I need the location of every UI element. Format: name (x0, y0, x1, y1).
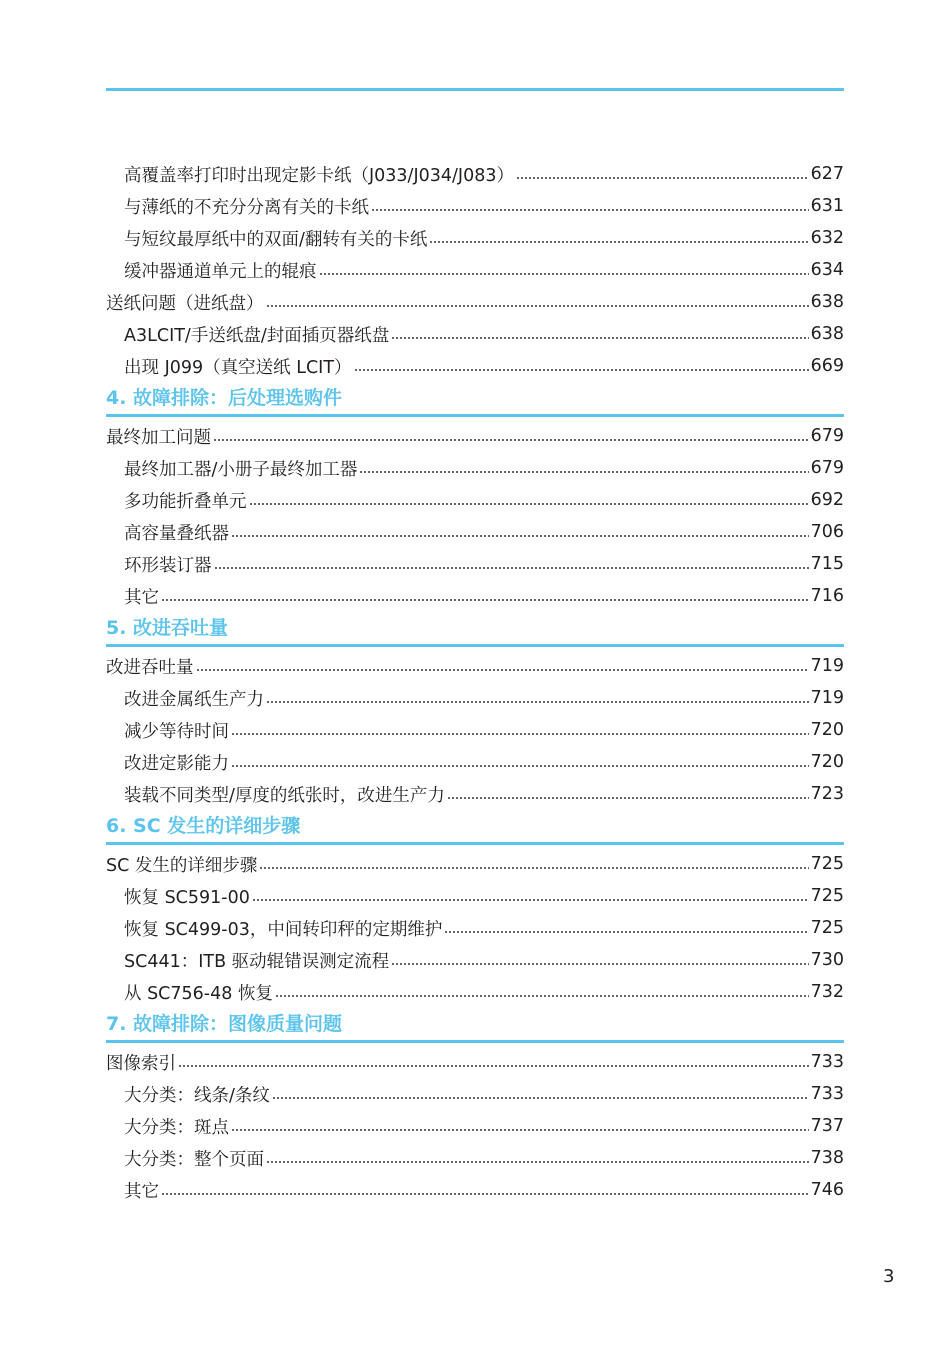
toc-entry-page: 638 (810, 324, 844, 344)
section-heading-title: 6. SC 发生的详细步骤 (106, 815, 301, 837)
toc-entry[interactable] (106, 682, 844, 714)
toc-entry[interactable] (106, 912, 844, 944)
dot-leader (214, 567, 809, 569)
toc-entry-page: 725 (810, 918, 844, 938)
toc-entry-title: 最终加工问题 (106, 427, 211, 448)
toc-entry-title: 装载不同类型/厚度的纸张时，改进生产力 (124, 785, 445, 806)
toc-entry-page: 719 (810, 656, 844, 676)
section-heading[interactable] (106, 382, 844, 417)
toc-entry-title: 改进定影能力 (124, 753, 229, 774)
section-heading[interactable] (106, 810, 844, 845)
toc-entry[interactable] (106, 158, 844, 190)
toc-entry-page: 679 (810, 458, 844, 478)
dot-leader (249, 503, 809, 505)
toc-entry-title: 多功能折叠单元 (124, 491, 247, 512)
toc-entry-page: 706 (810, 522, 844, 542)
toc-entry-page: 725 (810, 886, 844, 906)
toc-entry-title: 大分类：斑点 (124, 1117, 229, 1138)
toc-entry-page: 733 (810, 1084, 844, 1104)
toc-entry[interactable] (106, 778, 844, 810)
toc-entry[interactable] (106, 944, 844, 976)
toc-entry[interactable] (106, 222, 844, 254)
dot-leader (359, 471, 808, 473)
toc-entry-title: 改进金属纸生产力 (124, 689, 264, 710)
toc-entry-title: 减少等待时间 (124, 721, 229, 742)
dot-leader (231, 535, 809, 537)
dot-leader (161, 599, 809, 601)
dot-leader (447, 797, 809, 799)
toc-entry-page: 719 (810, 688, 844, 708)
toc-entry-title: 缓冲器通道单元上的辊痕 (124, 261, 317, 282)
toc-entry[interactable] (106, 580, 844, 612)
toc-entry[interactable] (106, 1046, 844, 1078)
toc-entry[interactable] (106, 190, 844, 222)
toc-entry-title: 与薄纸的不充分分离有关的卡纸 (124, 197, 369, 218)
toc-entry[interactable] (106, 650, 844, 682)
dot-leader (231, 765, 809, 767)
dot-leader (275, 995, 809, 997)
toc-entry-page: 631 (810, 196, 844, 216)
section-heading[interactable] (106, 612, 844, 647)
toc-entry-page: 638 (810, 292, 844, 312)
toc-entry[interactable] (106, 484, 844, 516)
toc-entry[interactable] (106, 452, 844, 484)
toc-entry-title: 其它 (124, 587, 159, 608)
toc-entry-title: 高容量叠纸器 (124, 523, 229, 544)
toc-entry[interactable] (106, 420, 844, 452)
toc-entry-title: 恢复 SC499-03，中间转印秤的定期维护 (124, 919, 443, 940)
toc-entry-page: 723 (810, 784, 844, 804)
toc-entry[interactable] (106, 976, 844, 1008)
dot-leader (196, 669, 809, 671)
toc-entry-title: 与短纹最厚纸中的双面/翻转有关的卡纸 (124, 229, 428, 250)
dot-leader (391, 337, 808, 339)
toc-entry-page: 733 (810, 1052, 844, 1072)
toc-entry[interactable] (106, 516, 844, 548)
dot-leader (444, 931, 808, 933)
toc-entry-page: 627 (810, 164, 844, 184)
toc-entry-page: 679 (810, 426, 844, 446)
toc-entry-title: SC 发生的详细步骤 (106, 855, 258, 876)
dot-leader (266, 1161, 809, 1163)
section-heading-title: 4. 故障排除：后处理选购件 (106, 387, 343, 409)
toc-entry-page: 737 (810, 1116, 844, 1136)
toc-entry-page: 725 (810, 854, 844, 874)
toc-entry-title: 环形装订器 (124, 555, 212, 576)
dot-leader (516, 177, 809, 179)
toc-entry-page: 716 (810, 586, 844, 606)
toc-entry[interactable] (106, 746, 844, 778)
toc-entry[interactable] (106, 318, 844, 350)
toc-entry-title: 高覆盖率打印时出现定影卡纸（J033/J034/J083） (124, 165, 514, 186)
dot-leader (319, 273, 809, 275)
toc-entry-page: 669 (810, 356, 844, 376)
section-heading-title: 7. 故障排除：图像质量问题 (106, 1013, 343, 1035)
toc-entry-title: 最终加工器/小册子最终加工器 (124, 459, 358, 480)
section-heading-title: 5. 改进吞吐量 (106, 617, 229, 639)
toc-entry-page: 715 (810, 554, 844, 574)
toc-entry[interactable] (106, 1142, 844, 1174)
toc-entry-page: 720 (810, 720, 844, 740)
table-of-contents (106, 158, 844, 1206)
dot-leader (178, 1065, 809, 1067)
toc-entry-page: 692 (810, 490, 844, 510)
toc-entry-page: 746 (810, 1180, 844, 1200)
dot-leader (252, 899, 809, 901)
dot-leader (371, 209, 809, 211)
toc-entry[interactable] (106, 714, 844, 746)
dot-leader (266, 305, 809, 307)
toc-entry-page: 632 (810, 228, 844, 248)
dot-leader (259, 867, 808, 869)
dot-leader (213, 439, 809, 441)
toc-entry-title: 从 SC756-48 恢复 (124, 983, 273, 1004)
toc-entry[interactable] (106, 880, 844, 912)
toc-entry-title: 送纸问题（进纸盘） (106, 293, 264, 314)
dot-leader (161, 1193, 809, 1195)
toc-entry-title: 大分类：线条/条纹 (124, 1085, 270, 1106)
section-heading[interactable] (106, 1008, 844, 1043)
toc-entry-page: 730 (810, 950, 844, 970)
dot-leader (354, 369, 809, 371)
toc-entry[interactable] (106, 1174, 844, 1206)
dot-leader (391, 963, 808, 965)
toc-entry[interactable] (106, 1078, 844, 1110)
toc-entry-title: 恢复 SC591-00 (124, 887, 250, 908)
dot-leader (272, 1097, 809, 1099)
toc-entry-page: 720 (810, 752, 844, 772)
toc-entry[interactable] (106, 548, 844, 580)
toc-entry-page: 634 (810, 260, 844, 280)
dot-leader (429, 241, 808, 243)
toc-entry-title: 图像索引 (106, 1053, 176, 1074)
toc-entry-title: 出现 J099（真空送纸 LCIT） (124, 357, 352, 378)
page-number: 3 (883, 1266, 895, 1287)
toc-entry-page: 732 (810, 982, 844, 1002)
toc-entry[interactable] (106, 1110, 844, 1142)
dot-leader (231, 733, 809, 735)
toc-entry-title: 其它 (124, 1181, 159, 1202)
toc-entry-title: 大分类：整个页面 (124, 1149, 264, 1170)
toc-entry[interactable] (106, 254, 844, 286)
dot-leader (231, 1129, 809, 1131)
toc-entry-title: 改进吞吐量 (106, 657, 194, 678)
toc-entry[interactable] (106, 286, 844, 318)
toc-entry-title: A3LCIT/手送纸盘/封面插页器纸盘 (124, 325, 390, 346)
header-rule (106, 88, 844, 91)
dot-leader (266, 701, 809, 703)
toc-entry-title: SC441：ITB 驱动辊错误测定流程 (124, 951, 390, 972)
toc-entry[interactable] (106, 350, 844, 382)
toc-entry-page: 738 (810, 1148, 844, 1168)
toc-entry[interactable] (106, 848, 844, 880)
